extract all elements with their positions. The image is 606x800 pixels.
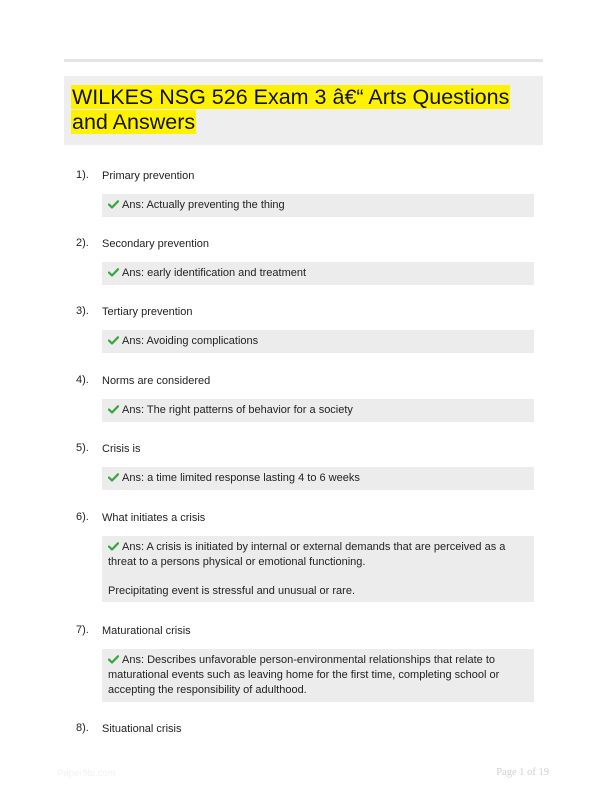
answer-box	[102, 467, 534, 490]
answer-text: early identification and treatment	[147, 267, 307, 279]
answer-prefix: Ans:	[122, 472, 148, 484]
answer-box	[102, 330, 534, 353]
check-icon	[108, 200, 119, 209]
question-text: Primary prevention	[102, 170, 195, 182]
footer-site: Paper8bi.com	[57, 768, 116, 779]
answer-prefix: Ans:	[122, 335, 147, 347]
answer-text: Avoiding complications	[146, 335, 259, 347]
question-text: Tertiary prevention	[102, 306, 193, 318]
check-icon	[108, 655, 119, 664]
question-text: Crisis is	[102, 443, 141, 455]
question-number: 7).	[76, 624, 89, 636]
answer-box	[102, 399, 534, 422]
title-banner	[64, 76, 543, 145]
answer-prefix: Ans:	[122, 267, 148, 279]
question-number: 6).	[76, 511, 89, 523]
answer-prefix: Ans:	[122, 199, 147, 211]
page-number: Page 1 of 19	[496, 767, 549, 778]
answer-text: a time limited response lasting 4 to 6 weeks	[147, 472, 360, 484]
check-icon	[108, 268, 119, 277]
top-rule	[64, 59, 543, 62]
question-text: What initiates a crisis	[102, 512, 206, 524]
answer-text: The right patterns of behavior for a society	[146, 404, 353, 416]
question-number: 1).	[76, 169, 89, 181]
check-icon	[108, 473, 119, 482]
answer-prefix: Ans:	[122, 541, 147, 553]
answer-prefix: Ans:	[122, 654, 148, 666]
check-icon	[108, 542, 119, 551]
answer-box	[102, 536, 534, 602]
question-text: Norms are considered	[102, 375, 211, 387]
question-text: Maturational crisis	[102, 625, 191, 637]
answer-box	[102, 649, 534, 702]
answer-box	[102, 262, 534, 285]
title-highlight: WILKES NSG 526 Exam 3 â€“ Arts Questions and Answers	[72, 85, 510, 134]
answer-text: Describes unfavorable person-environmental relationships that relate to maturational events such as leaving home for the first time, completing school or accepting the responsibility of adulthood.	[108, 654, 500, 696]
question-number: 5).	[76, 442, 89, 454]
answer-text: Actually preventing the thing	[146, 199, 285, 211]
answer-text: A crisis is initiated by internal or external demands that are perceived as a threat to a persons physical or emotional functioning.	[108, 541, 506, 568]
answer-prefix: Ans:	[122, 404, 147, 416]
page-title	[71, 85, 537, 135]
question-number: 8).	[76, 722, 89, 734]
question-number: 2).	[76, 237, 89, 249]
check-icon	[108, 336, 119, 345]
answer-box	[102, 194, 534, 217]
check-icon	[108, 405, 119, 414]
question-text: Secondary prevention	[102, 238, 210, 250]
question-number: 3).	[76, 305, 89, 317]
question-text: Situational crisis	[102, 723, 182, 735]
answer-text-extra: Precipitating event is stressful and unusual or rare.	[108, 585, 356, 597]
question-number: 4).	[76, 374, 89, 386]
